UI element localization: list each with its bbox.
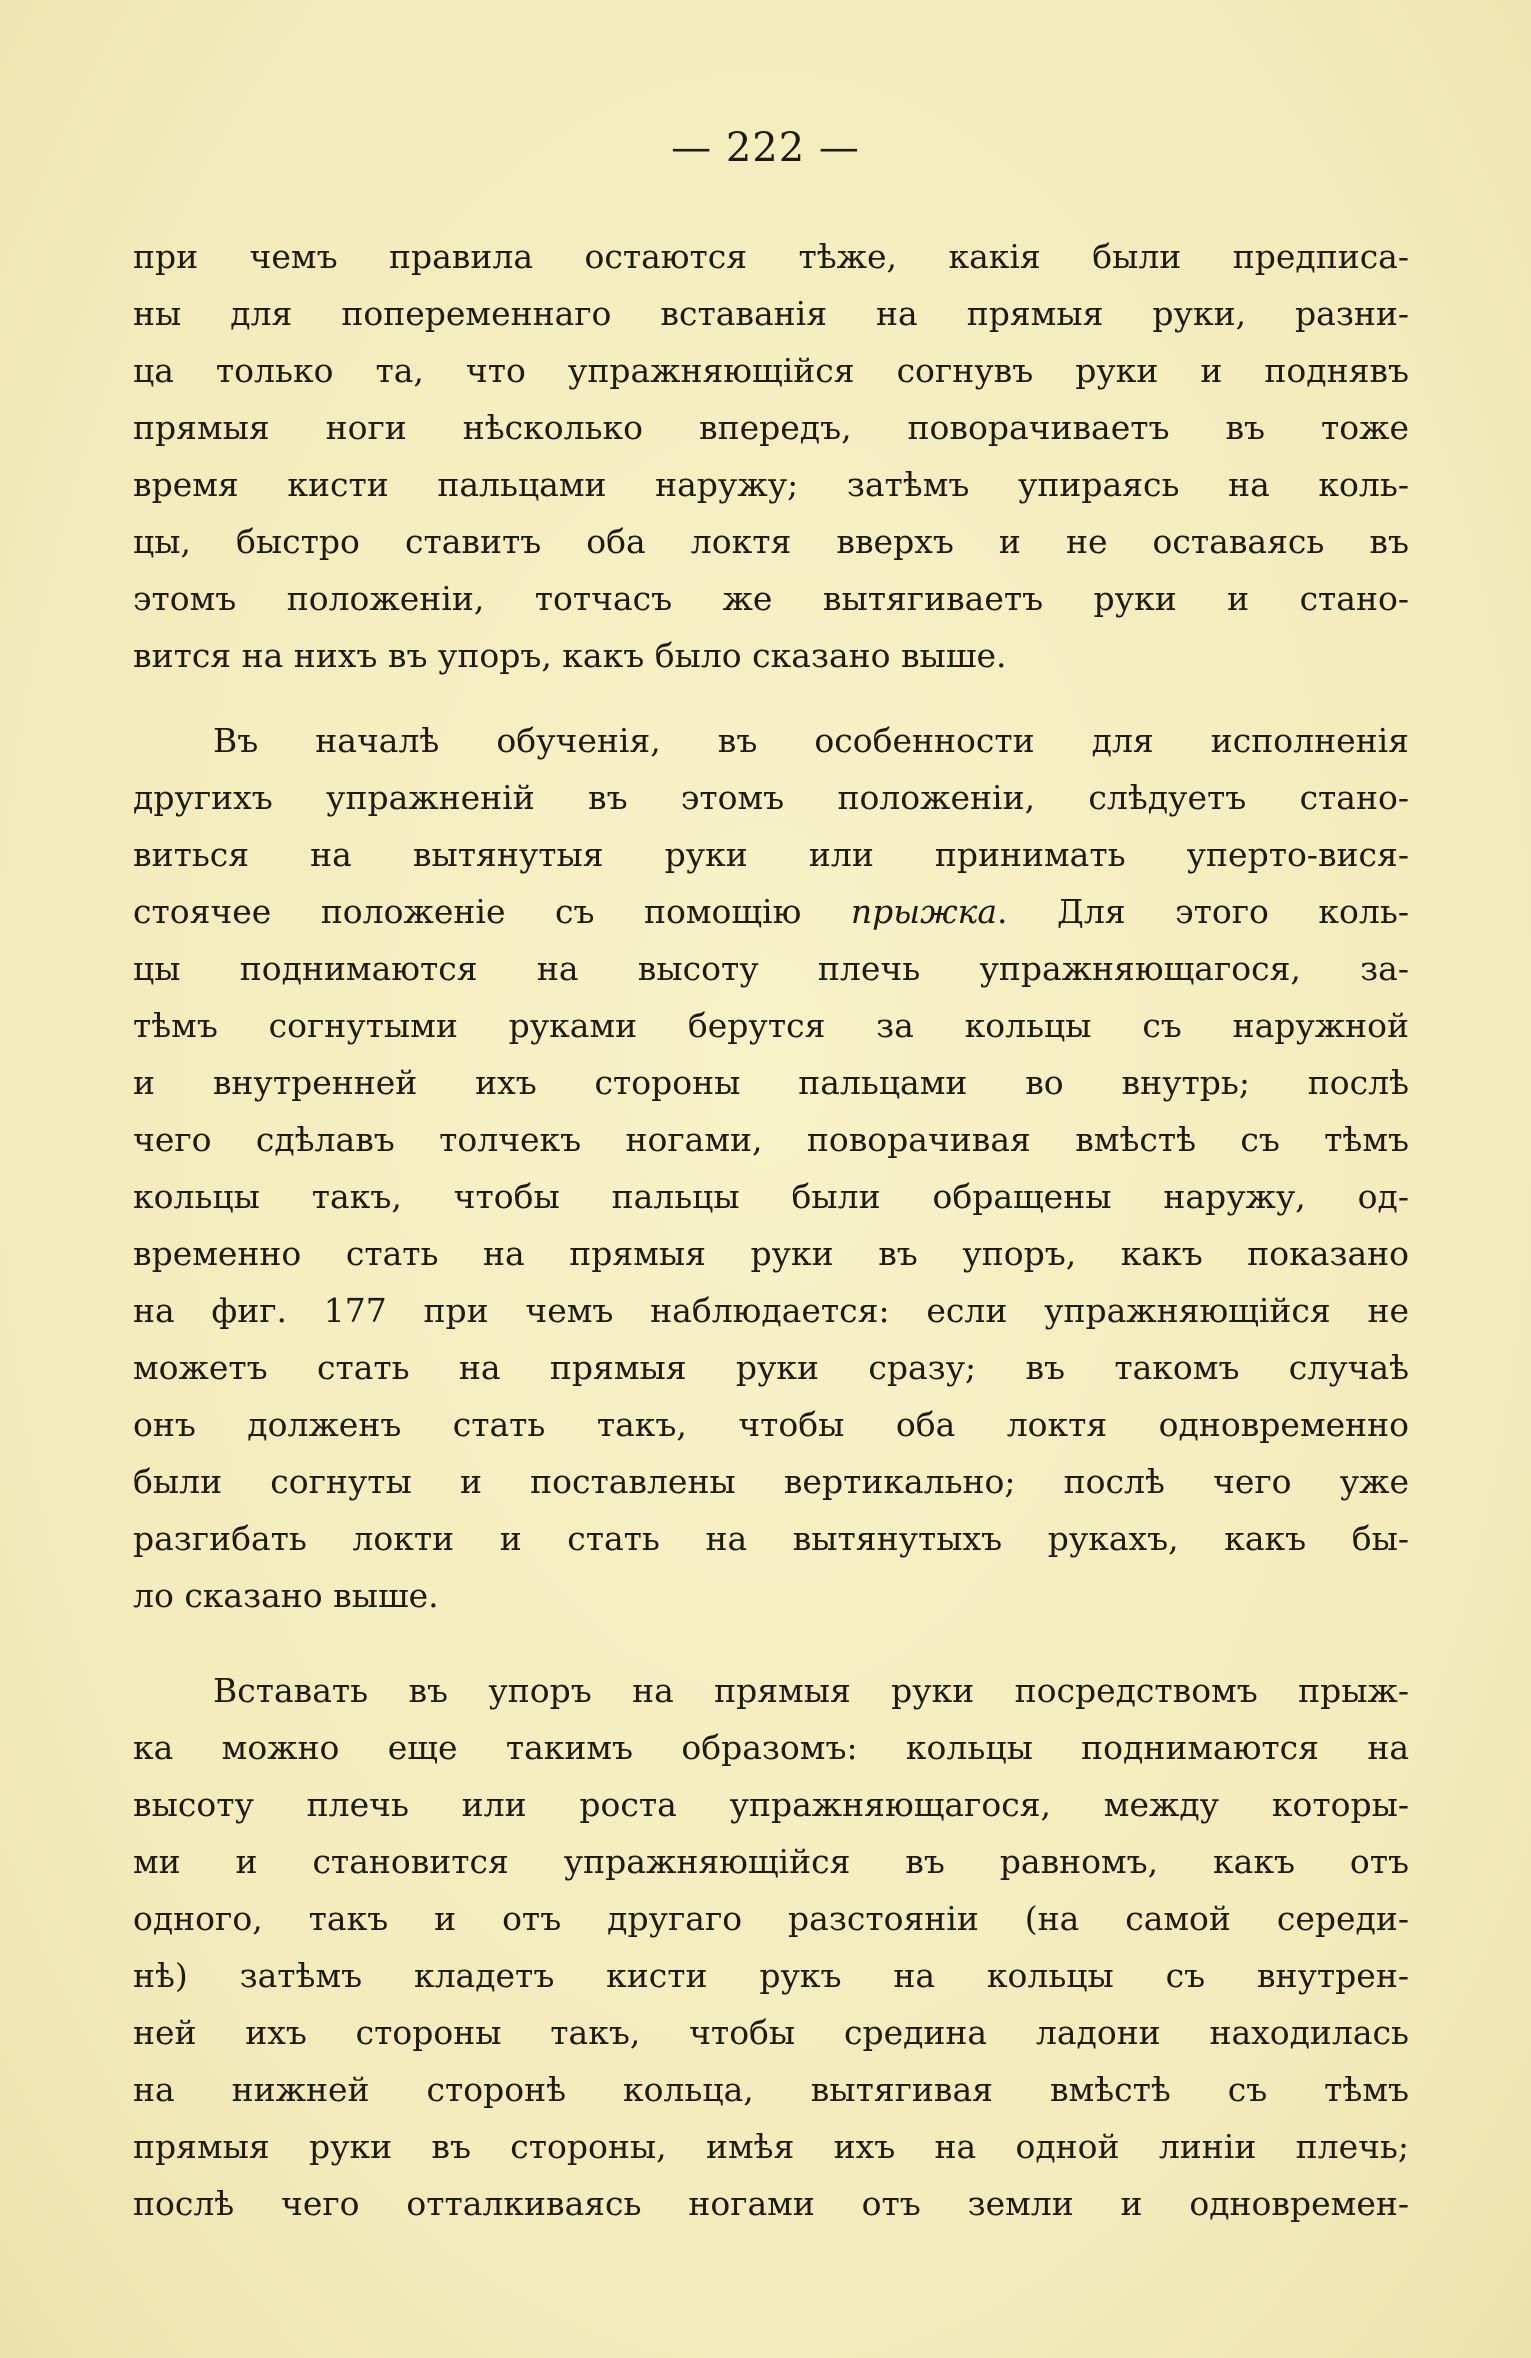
text-line: вится на нихъ въ упоръ, какъ было сказано выше. bbox=[133, 636, 1007, 675]
text-line: на фиг. 177 при чемъ наблюдается: если упражняющійся не bbox=[133, 1291, 1409, 1330]
text-line: ло сказано выше. bbox=[133, 1576, 439, 1615]
text-line: Вставать въ упоръ на прямыя руки посредствомъ прыж- bbox=[213, 1671, 1409, 1710]
text-line: этомъ положеніи, тотчасъ же вытягиваетъ руки и стано- bbox=[133, 579, 1409, 618]
text-line: нѣ) затѣмъ кладетъ кисти рукъ на кольцы съ внутрен- bbox=[133, 1956, 1409, 1995]
text-line: при чемъ правила остаются тѣже, какія были предписа- bbox=[133, 237, 1409, 276]
text-line: цы, быстро ставитъ оба локтя вверхъ и не оставаясь въ bbox=[133, 522, 1409, 561]
paragraph-3 bbox=[133, 1662, 1409, 2232]
text-line: ми и становится упражняющійся въ равномъ, какъ отъ bbox=[133, 1842, 1409, 1881]
text-line: разгибать локти и стать на вытянутыхъ рукахъ, какъ бы- bbox=[133, 1519, 1409, 1558]
text-line: виться на вытянутыя руки или принимать уперто-вися- bbox=[133, 835, 1409, 874]
text-line: другихъ упражненій въ этомъ положеніи, слѣдуетъ стано- bbox=[133, 778, 1409, 817]
text-line: на нижней сторонѣ кольца, вытягивая вмѣстѣ съ тѣмъ bbox=[133, 2070, 1409, 2109]
text-line: ка можно еще такимъ образомъ: кольцы поднимаются на bbox=[133, 1728, 1409, 1767]
text-line: высоту плечь или роста упражняющагося, между которы- bbox=[133, 1785, 1409, 1824]
text-line: ней ихъ стороны такъ, чтобы средина ладони находилась bbox=[133, 2013, 1409, 2052]
text-line: прямыя руки въ стороны, имѣя ихъ на одной линіи плечь; bbox=[133, 2127, 1409, 2166]
text-line: онъ долженъ стать такъ, чтобы оба локтя одновременно bbox=[133, 1405, 1409, 1444]
paragraph-2 bbox=[133, 712, 1409, 1624]
text-line: кольцы такъ, чтобы пальцы были обращены наружу, од- bbox=[133, 1177, 1409, 1216]
text-line: послѣ чего отталкиваясь ногами отъ земли и одновремен- bbox=[133, 2184, 1409, 2223]
text-line: Въ началѣ обученія, въ особенности для исполненія bbox=[213, 721, 1409, 760]
text-line: и внутренней ихъ стороны пальцами во внутрь; послѣ bbox=[133, 1063, 1409, 1102]
text-line: тѣмъ согнутыми руками берутся за кольцы съ наружной bbox=[133, 1006, 1409, 1045]
text-line-mixed bbox=[133, 883, 1409, 940]
text-line: можетъ стать на прямыя руки сразу; въ такомъ случаѣ bbox=[133, 1348, 1409, 1387]
text-line: чего сдѣлавъ толчекъ ногами, поворачивая вмѣстѣ съ тѣмъ bbox=[133, 1120, 1409, 1159]
text-line: ца только та, что упражняющійся согнувъ руки и поднявъ bbox=[133, 351, 1409, 390]
text-line: временно стать на прямыя руки въ упоръ, какъ показано bbox=[133, 1234, 1409, 1273]
text-line: ны для попеременнаго вставанія на прямыя руки, разни- bbox=[133, 294, 1409, 333]
text-line: одного, такъ и отъ другаго разстояніи (на самой середи- bbox=[133, 1899, 1409, 1938]
text-line: прямыя ноги нѣсколько впередъ, поворачиваетъ въ тоже bbox=[133, 408, 1409, 447]
paragraph-1 bbox=[133, 228, 1409, 684]
text-line: цы поднимаются на высоту плечь упражняющагося, за- bbox=[133, 949, 1409, 988]
page-number: — 222 — bbox=[671, 125, 860, 171]
text-line: были согнуты и поставлены вертикально; послѣ чего уже bbox=[133, 1462, 1409, 1501]
italic-term: прыжка bbox=[850, 892, 998, 931]
text-line: время кисти пальцами наружу; затѣмъ упираясь на коль- bbox=[133, 465, 1409, 504]
text-segment: . Для этого коль- bbox=[997, 892, 1409, 931]
text-segment: стоячее положеніе съ помощію bbox=[133, 892, 851, 931]
